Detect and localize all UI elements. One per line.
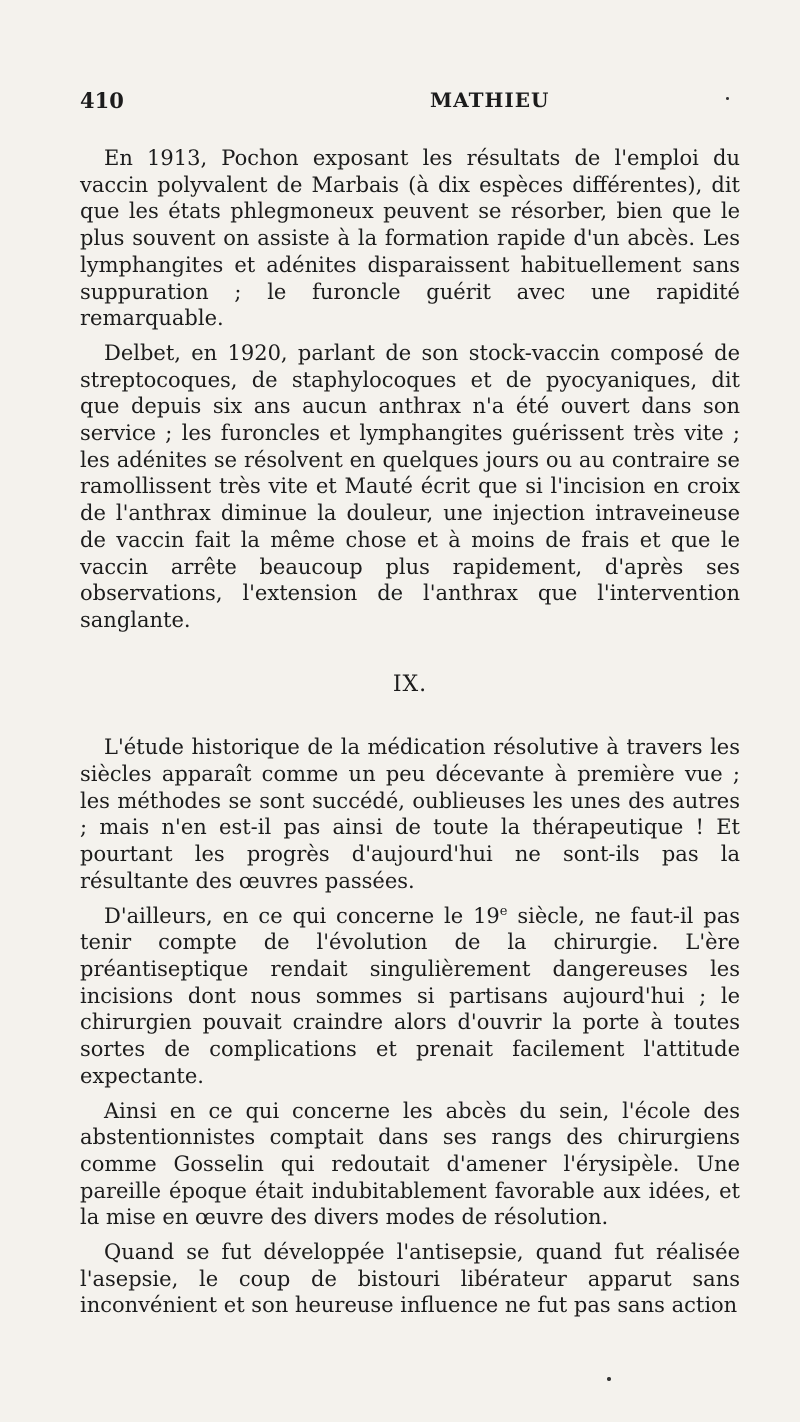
running-head: MATHIEU [430,88,550,112]
paragraph-2: Delbet, en 1920, parlant de son stock-vaccin composé de streptocoques, de staphylocoques et de pyocyaniques, dit que depuis six ans aucun anthrax n'a été ouvert dans son service ; les furoncles et lymphangites guérissent très vite ; les adénites se résolvent en quelques jours ou au contraire se ramollissent très vite et Mauté écrit que si l'incision en croix de l'anthrax diminue la douleur, une injection intraveineuse de vaccin fait la même chose et à moins de frais et que le vaccin arrête beaucoup plus rapidement, d'après ses observations, l'extension de l'anthrax que l'intervention sanglante. [80,340,740,632]
paragraph-5: Ainsi en ce qui concerne les abcès du sein, l'école des abstentionnistes comptait dans ses rangs des chirurgiens comme Gosselin qui redoutait d'amener l'érysipèle. Une pareille époque était indubitablement favorable aux idées, et la mise en œuvre des divers modes de résolution. [80,1098,740,1230]
paragraph-4 [80,903,740,1090]
body-text [80,145,740,1319]
paragraph-1: En 1913, Pochon exposant les résultats de l'emploi du vaccin polyvalent de Marbais (à dix espèces différentes), dit que les états phlegmoneux peuvent se résorber, bien que le plus souvent on assiste à la formation rapide d'un abcès. Les lymphangites et adénites disparaissent habituellement sans suppuration ; le furoncle guérit avec une rapidité remarquable. [80,146,740,331]
paragraph-4-start: D'ailleurs, en ce qui concerne le 19 [104,903,500,928]
section-number: IX. [392,671,428,697]
page-header [80,88,740,124]
page-number: 410 [80,88,124,113]
paragraph-4-end: siècle, ne faut-il pas tenir compte de l'évolution de la chirurgie. L'ère préantiseptique rendait singulièrement dangereuses les incisions dont nous sommes si partisans aujourd'hui ; le chirurgien pouvait craindre alors d'ouvrir la porte à toutes sortes de complications et prenait facilement l'attitude expectante. [80,903,740,1088]
ink-speck [607,1377,611,1381]
paragraph-6: Quand se fut développée l'antisepsie, quand fut réalisée l'asepsie, le coup de bistouri libérateur apparut sans inconvénient et son heureuse influence ne fut pas sans action [80,1240,740,1318]
paragraph-3: L'étude historique de la médication résolutive à travers les siècles apparaît comme un peu décevante à première vue ; les méthodes se sont succédé, oublieuses les unes des autres ; mais n'en est-il pas ainsi de toute la thérapeutique ! Et pourtant les progrès d'aujourd'hui ne sont-ils pas la résultante des œuvres passées. [80,735,740,893]
superscript-e: e [499,903,508,919]
ink-speck [726,97,729,100]
